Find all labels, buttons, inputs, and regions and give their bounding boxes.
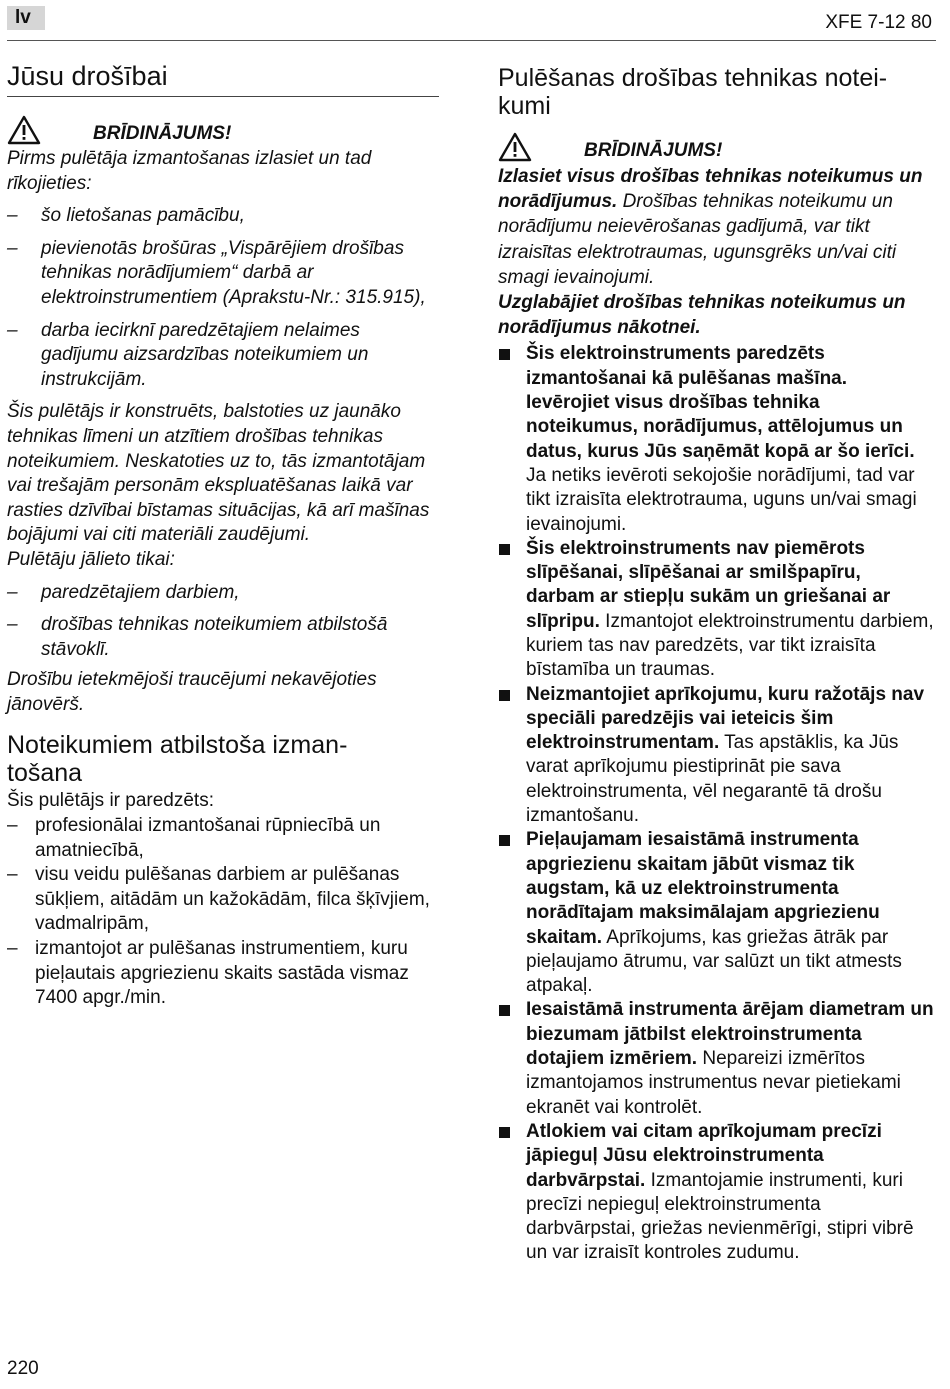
use-list [7, 581, 439, 663]
warning-triangle-icon [498, 132, 532, 162]
keep-instructions-text: Uzglabājiet drošības tehnikas noteikumus un norādījumus nākotnei. [498, 292, 906, 339]
intended-use-list [7, 814, 439, 1011]
page-number: 220 [7, 1358, 39, 1379]
list-item: Neizmantojiet aprīkojumu, kuru ražotājs nav speciāli paredzējis vai ieteicis šim elektroinstrumentam. Tas apstāklis, ka Jūs varat aprīkojumu piestiprināt pie sava elektroinstrumenta, vēl negarantē tā drošu izmantošanu. [498, 683, 934, 829]
read-all-text: Izlasiet visus drošības tehnikas noteikumus un norādījumus. Drošības tehnikas noteikumu un norādījumu neievērošanas gadījumā, var tikt izraisītas elektrotraumas, ugunsgrēks un/vai citi smagi ievainojumi. [498, 166, 923, 288]
warning-label: BRĪDINĀJUMS! [93, 123, 232, 144]
section-title-intended-use: Noteikumiem atbilstoša izman- tošana [7, 731, 348, 788]
list-item: – darba iecirknī paredzētajiem nelaimes gadījumu aizsardzības noteikumiem un instrukcijām. [7, 319, 369, 390]
warning-label: BRĪDINĀJUMS! [584, 140, 723, 161]
left-column [7, 60, 439, 1011]
intro-text: Pirms pulētāja izmantošanas izlasiet un tad rīkojieties: [7, 148, 372, 194]
page-header [0, 0, 950, 44]
list-item: – pievienotās brošūras „Vispārējiem drošības tehnikas norādījumiem“ darbā ar elektroinstrumentiem (Aprakstu-Nr.: 315.915), [7, 237, 426, 308]
list-item: Iesaistāmā instrumenta ārējam diametram un biezumam jātbilst elektroinstrumenta dotajiem izmēriem. Nepareizi izmērītos izmantojamos instrumentus nevar pietiekami ekranēt vai kontrolēt. [498, 998, 934, 1119]
safety-bullet-list [498, 342, 934, 1265]
list-item: – paredzētajiem darbiem, [7, 581, 240, 603]
list-item: – profesionālai izmantošanai rūpniecībā un amatniecībā, [7, 815, 381, 861]
intended-use-intro: Šis pulētājs ir paredzēts: [7, 790, 214, 812]
language-tab: lv [7, 6, 45, 30]
list-item: Šis elektroinstruments nav piemērots slīpēšanai, slīpēšanai ar smilšpapīru, darbam ar stiepļu sukām un griešanai ar slīpripu. Izmantojot elektroinstrumentu darbiem, kuriem tas nav paredzēts, var tikt izraisīta bīstamība un traumas. [498, 537, 934, 683]
right-column [498, 64, 934, 1266]
header-divider [7, 40, 936, 41]
list-item: – visu veidu pulēšanas darbiem ar pulēšanas sūkļiem, aitādām un kažokādām, filca šķīvjiem, vadmalripām, [7, 864, 430, 935]
list-item: – izmantojot ar pulēšanas instrumentiem, kuru pieļautais apgriezienu skaits sastāda vismaz 7400 apgr./min. [7, 938, 409, 1009]
title-divider [7, 96, 439, 97]
list-item: Atlokiem vai citam aprīkojumam precīzi jāpieguļ Jūsu elektroinstrumenta darbvārpstai. Izmantojamie instrumenti, kuri precīzi nepieguļ elektroinstrumenta darbvārpstai, griežas nevienmērīgi, stipri vibrē un var izraisīt kontroles zudumu. [498, 1120, 934, 1266]
warning-block [498, 132, 934, 162]
read-list [7, 204, 439, 392]
section-title-polishing-safety: Pulēšanas drošības tehnikas notei- kumi [498, 64, 888, 120]
list-item: Pieļaujamam iesaistāmā instrumenta apgriezienu skaitam jābūt vismaz tik augstam, kā uz elektroinstrumenta norādītajam maksimālajam apgriezienu skaitam. Aprīkojums, kas griežas ātrāk par pieļaujamo ātrumu, var salūzt un tikt atmests atpakaļ. [498, 828, 934, 998]
list-item: – drošības tehnikas noteikumiem atbilstošā stāvoklī. [7, 614, 388, 660]
use-only-text: Pulētāju jālieto tikai: [7, 548, 175, 570]
warning-block [7, 115, 439, 145]
state-of-art-text: Šis pulētājs ir konstruēts, balstoties uz jaunāko tehnikas līmeni un atzītiem drošības tehnikas noteikumiem. Neskatoties uz to, tās izmantotājam vai trešajām personām ekspluatēšanas laikā var rasties dzīvībai bīstamas situācijas, kā arī mašīnas bojājumi vai citi materiāli zaudējumi. [7, 401, 430, 546]
model-name: XFE 7-12 80 [825, 12, 932, 33]
warning-triangle-icon [7, 115, 41, 145]
list-item: – šo lietošanas pamācību, [7, 205, 245, 227]
section-title-safety: Jūsu drošībai [7, 61, 168, 91]
list-item: Šis elektroinstruments paredzēts izmantošanai kā pulēšanas mašīna. Ievērojiet visus drošības tehnika noteikumus, norādījumus, attēlojumus un datus, kurus Jūs saņēmāt kopā ar šo ierīci. Ja netiks ievēroti sekojošie norādījumi, tad var tikt izraisīta elektrotrauma, uguns un/vai smagi ievainojumi. [498, 342, 934, 536]
faults-text: Drošību ietekmējoši traucējumi nekavējoties jānovērš. [7, 669, 377, 715]
